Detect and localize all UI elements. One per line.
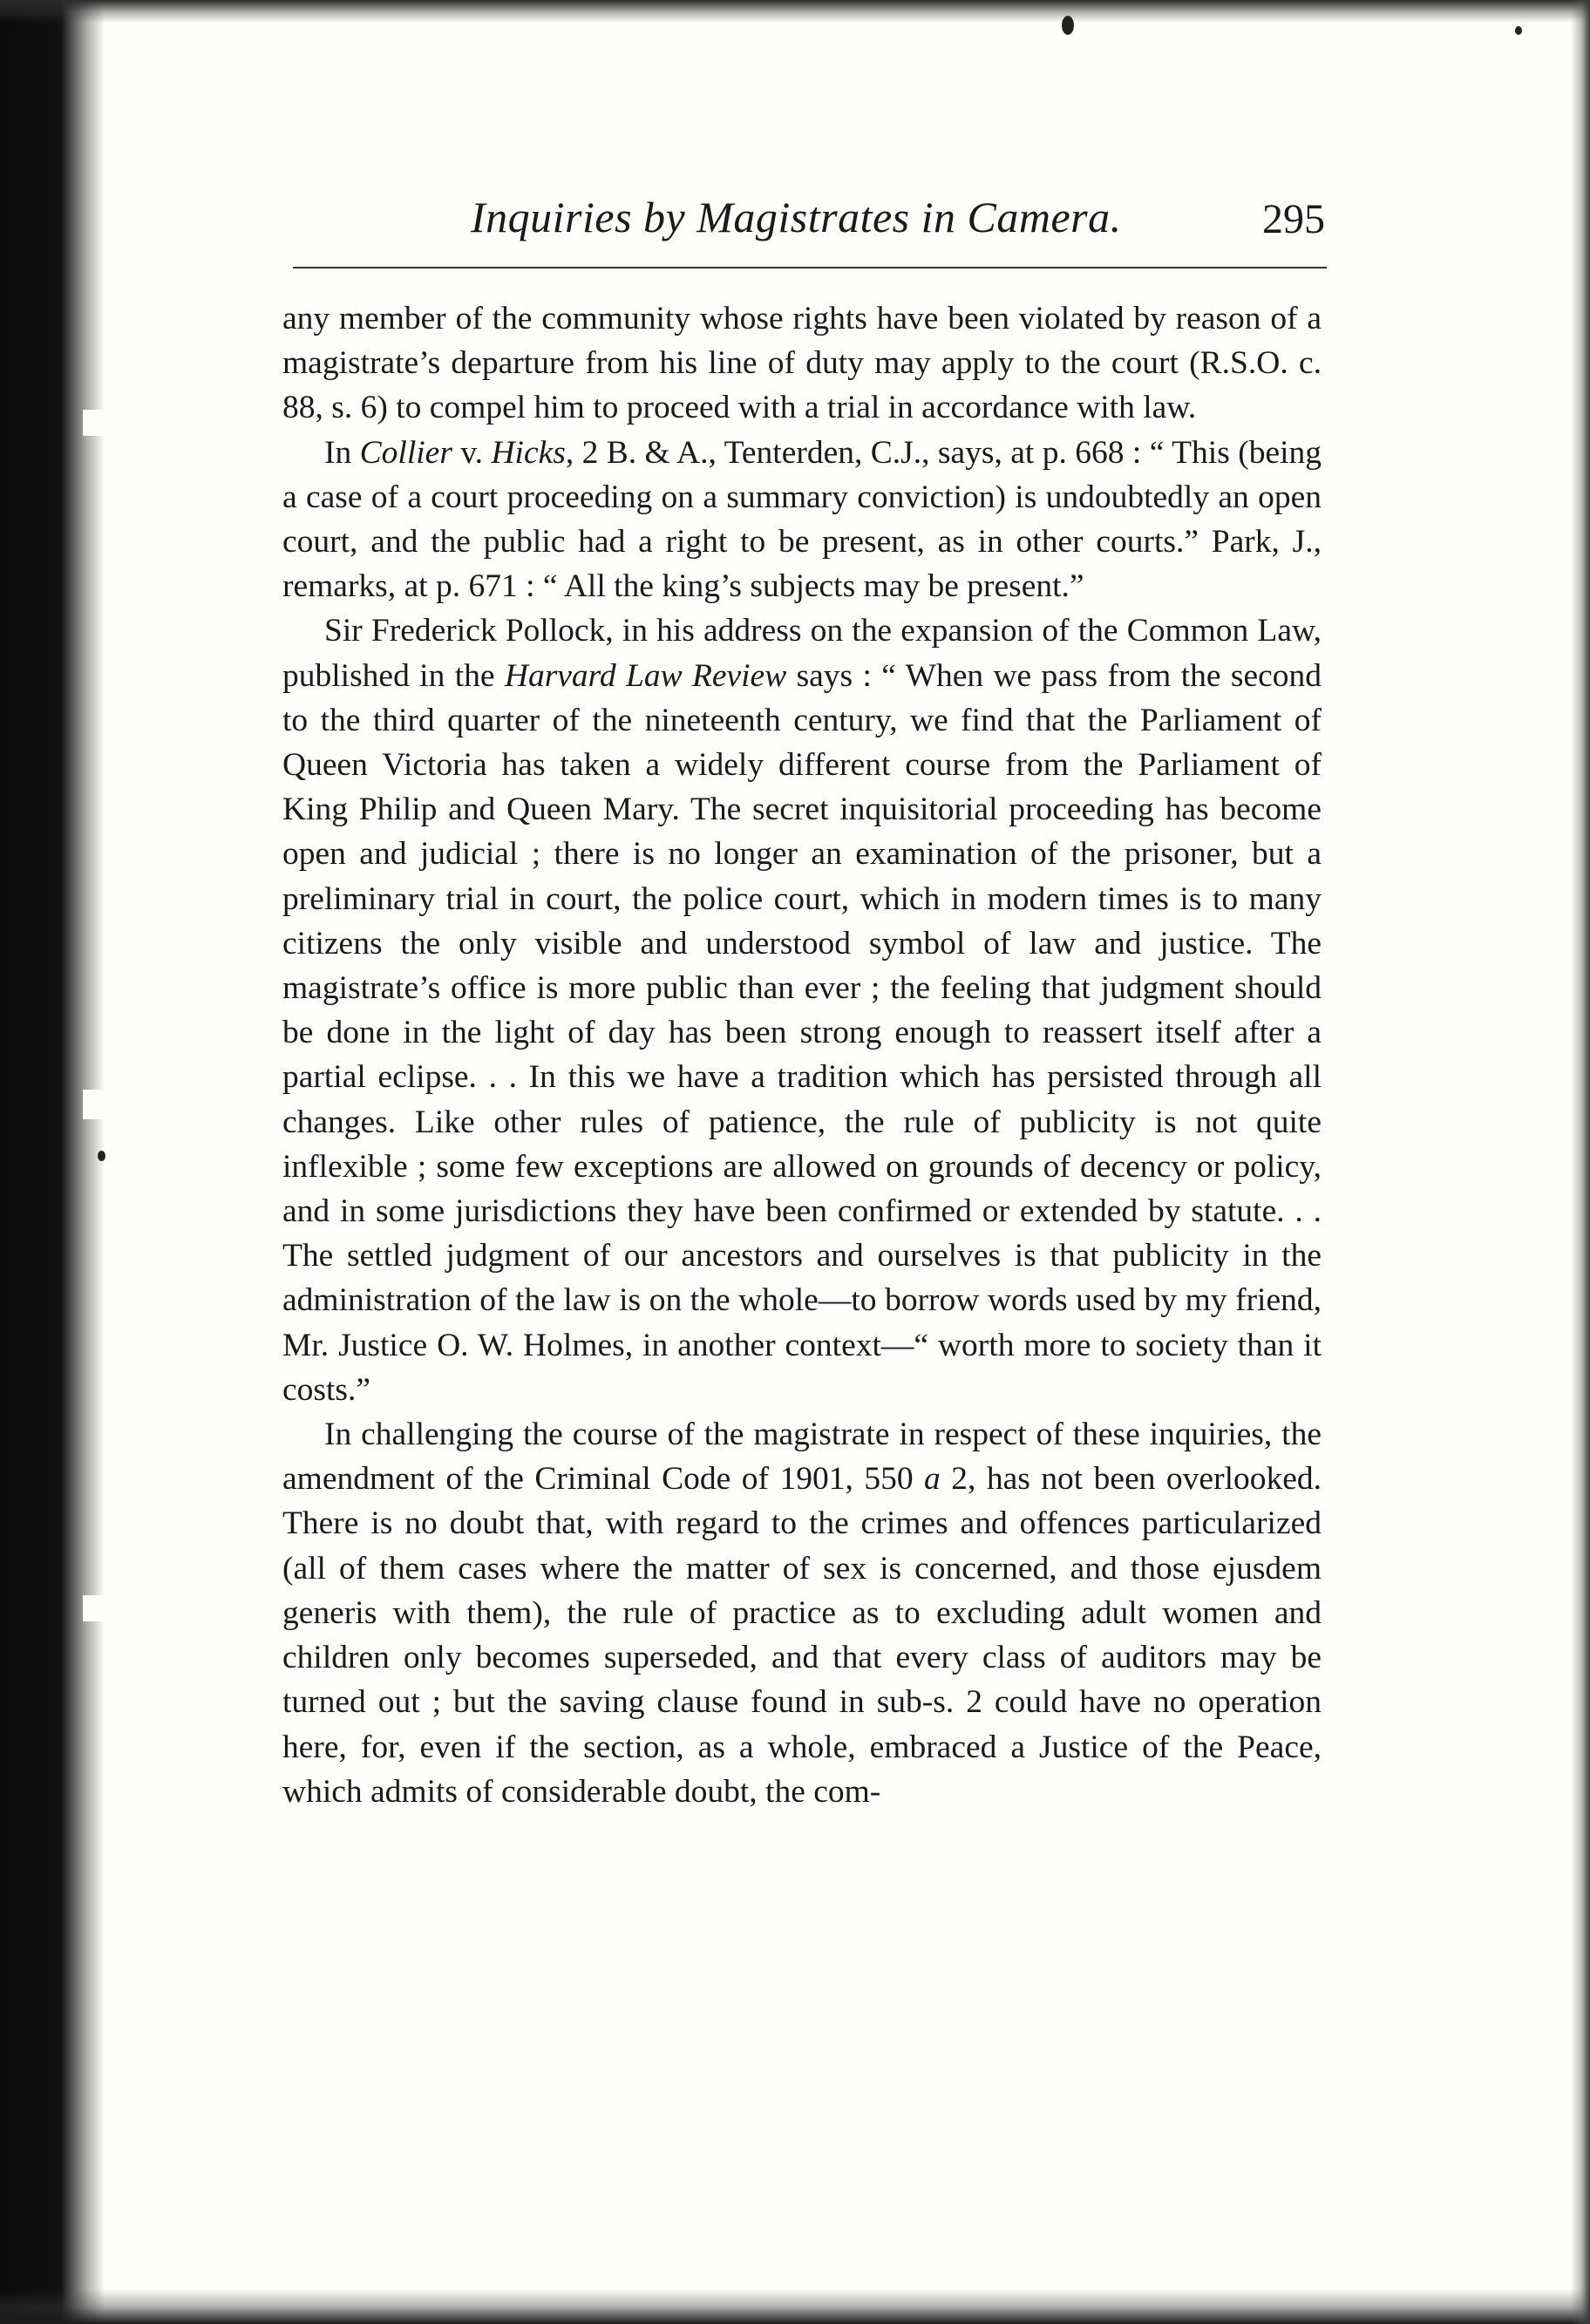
italic-run: Harvard Law Review [504, 657, 787, 694]
paragraph [282, 608, 1322, 1412]
text-run: says : “ When we pass from the second to the third quarter of the nineteenth century, we find that the Parliament of Queen Victoria has taken a widely different course from the Parliament of King Philip and Queen Mary. The secret inquisitorial proceeding has become open and judicial ; there is no longer an examination of the prisoner, but a preliminary trial in court, the police court, which in modern times is to many citizens the only visible and understood symbol of law and justice. The magistrate’s office is more public than ever ; the feeling that judgment should be done in the light of day has been strong enough to reassert itself after a partial eclipse. . . In this we have a tradition which has persisted through all changes. Like other rules of patience, the rule of publicity is not quite inflexible ; some few exceptions are allowed on grounds of decency or policy, and in some jurisdictions they have been confirmed or extended by statute. . . The settled judgment of our ancestors and ourselves is that publicity in the administration of the law is on the whole—to borrow words used by my friend, Mr. Justice O. W. Holmes, in another context—“ worth more to society than it costs.” [282, 657, 1322, 1408]
text-run: Sir Frederick Pollock, in his address on the expansion of the Common Law, published in the [282, 613, 1322, 694]
paragraph [282, 1412, 1322, 1814]
ink-speck [1062, 16, 1074, 35]
italic-run: Collier [359, 434, 452, 471]
text-run: , 2 B. & A., Tenterden, C.J., says, at p. 668 : “ This (being a case of a court proceeding on a summary conviction) is undoubtedly an open court, and the public had a right to be present, as in other courts.” Park, J., remarks, at p. 671 : “ All the king’s subjects may be present.” [282, 434, 1322, 605]
italic-run: a [924, 1461, 941, 1498]
page-header [471, 192, 1325, 253]
paragraph [282, 296, 1322, 431]
scan-edge-notch [83, 1595, 107, 1621]
text-run: any member of the community whose rights have been violated by reason of a magistrate’s departure from his line of duty may apply to the court (R.S.O. c. 88, s. 6) to compel him to proceed with a trial in accordance with law. [282, 301, 1322, 426]
text-run: v. [452, 434, 492, 471]
scan-edge-notch [83, 410, 107, 436]
ink-speck [1515, 26, 1522, 35]
body-text [282, 296, 1322, 1814]
text-run: In challenging the course of the magistrate in respect of these inquiries, the amendment of the Criminal Code of 1901, 550 [282, 1417, 1322, 1498]
header-rule [293, 267, 1327, 268]
text-run: 2, has not been overlooked. There is no doubt that, with regard to the crimes and offences particularized (all of them cases where the matter of sex is concerned, and those ejusdem generis with them), the rule of practice as to excluding adult women and children only becomes superseded, and that every class of auditors may be turned out ; but the saving clause found in sub-s. 2 could have no operation here, for, even if the section, as a whole, embraced a Justice of the Peace, which admits of considerable doubt, the com- [282, 1461, 1322, 1810]
scan-edge-notch [83, 1090, 107, 1119]
text-run: In [324, 434, 360, 471]
scan-edge-top [0, 0, 1590, 23]
paragraph [282, 431, 1322, 609]
scan-edge-left [0, 0, 105, 2324]
page-number: 295 [1262, 196, 1325, 242]
scan-edge-bottom [0, 2289, 1590, 2324]
running-title: Inquiries by Magistrates in Camera. [471, 193, 1122, 241]
scan-edge-right [1571, 0, 1590, 2324]
italic-run: Hicks [491, 434, 566, 471]
ink-speck [98, 1151, 105, 1161]
